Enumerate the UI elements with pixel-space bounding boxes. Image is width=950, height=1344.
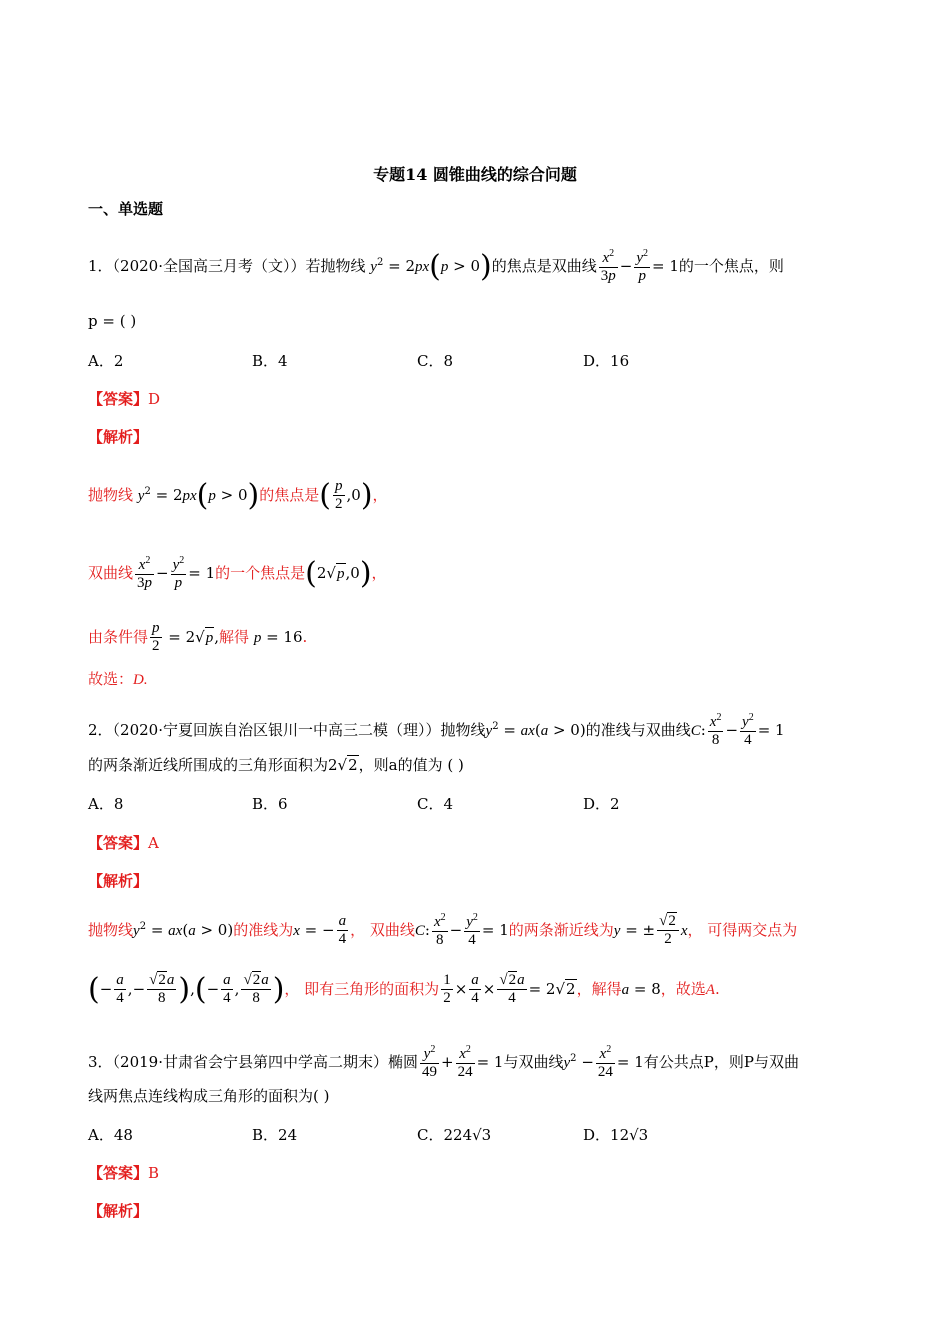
q2-analysis-line1: 抛物线$y^2 = ax(a > 0)$的准线为x = − $\frac{a}{4}$ ， 双曲线C: $\frac{x^2}{8}$ − $\frac{y^2}{4}$ = 1的两条渐近线为y = ± $\frac{√2}{2}$ x， 可得两交点为 <box>88 912 798 949</box>
question-3-stem-line2: 线两焦点连线构成三角形的面积为( ) <box>88 1087 330 1105</box>
q1-analysis-line3: 由条件得 $\frac{p}{2}$ = 2√p,解得 p = 16. <box>88 620 308 655</box>
q2-answer: 【答案】A <box>88 834 159 852</box>
question-3-stem: 3．（2019·甘肃省会宁县第四中学高二期末）椭圆 $\frac{y^2}{49}$ + $\frac{x^2}{24}$ = 1与双曲线$y^2$ − $\frac{x^2}{24}$ = 1有公共点P，则P与双曲 <box>88 1044 799 1081</box>
q3-option-d: D．12√3 <box>583 1126 649 1144</box>
q1-stem-text: 若抛物线 <box>305 256 366 275</box>
q1-answer: 【答案】D <box>88 390 161 408</box>
q2-option-d: D．2 <box>583 795 620 813</box>
q1-option-d: D．16 <box>583 352 630 370</box>
page-title: 专题14 圆锥曲线的综合问题 <box>373 165 577 184</box>
q2-option-c: C．4 <box>417 795 454 813</box>
q1-source: （2020·全国高三月考（文）） <box>112 256 306 275</box>
q1-analysis-line1: 抛物线 $y^2 = 2px(p > 0)$的焦点是( $\frac{p}{2}$ ,0)， <box>88 477 388 513</box>
q1-stem-text: 的焦点是双曲线 <box>491 256 597 275</box>
q1-option-a: A．2 <box>88 352 124 370</box>
question-2-stem: 2．（2020·宁夏回族自治区银川一中高三二模（理））抛物线$y^2 = ax(a > 0)$的准线与双曲线C: $\frac{x^2}{8}$ − $\frac{y^2}{4}$ = 1 <box>88 712 785 749</box>
q1-stem-text: 的一个焦点，则 <box>678 256 784 275</box>
q3-answer: 【答案】B <box>88 1164 160 1182</box>
q1-analysis-line2: 双曲线 $\frac{x^2}{3p}$ − $\frac{y^2}{p}$ = 1的一个焦点是(2√p,0)， <box>88 555 387 592</box>
q2-analysis-line2: (− $\frac{a}{4}$ ,− $\frac{√2a}{8}$ ),(− $\frac{a}{4}$ , $\frac{√2a}{8}$ )， 即有三角形的面积为 $\frac{1}{2}$ × $\frac{a}{4}$ × $\frac{√2a}{4}$ = 2√2，解得a = 8，故选A. <box>88 971 720 1007</box>
q1-option-b: B．4 <box>252 352 288 370</box>
q1-analysis-label: 【解析】 <box>88 428 149 446</box>
q1-option-c: C．8 <box>417 352 454 370</box>
q3-analysis-label: 【解析】 <box>88 1202 149 1220</box>
q1-conclusion: 故选：D. <box>88 670 148 688</box>
q2-analysis-label: 【解析】 <box>88 872 149 890</box>
section-heading: 一、单选题 <box>88 200 164 218</box>
q3-option-c: C．224√3 <box>417 1126 492 1144</box>
q3-option-b: B．24 <box>252 1126 298 1144</box>
question-2-stem-line2: 的两条渐近线所围成的三角形面积为2√2，则a的值为 ( ) <box>88 756 464 774</box>
q2-option-a: A．8 <box>88 795 124 813</box>
question-1-stem: 1．（2020·全国高三月考（文））若抛物线 $y^2 = 2px(p > 0)$的焦点是双曲线 $\frac{x^2}{3p}$ − $\frac{y^2}{p}$ = 1的一个焦点，则 <box>88 248 784 285</box>
question-1-stem-line2: p = ( ) <box>88 312 137 330</box>
q3-option-a: A．48 <box>88 1126 133 1144</box>
q1-number: 1． <box>88 256 113 275</box>
q2-option-b: B．6 <box>252 795 288 813</box>
